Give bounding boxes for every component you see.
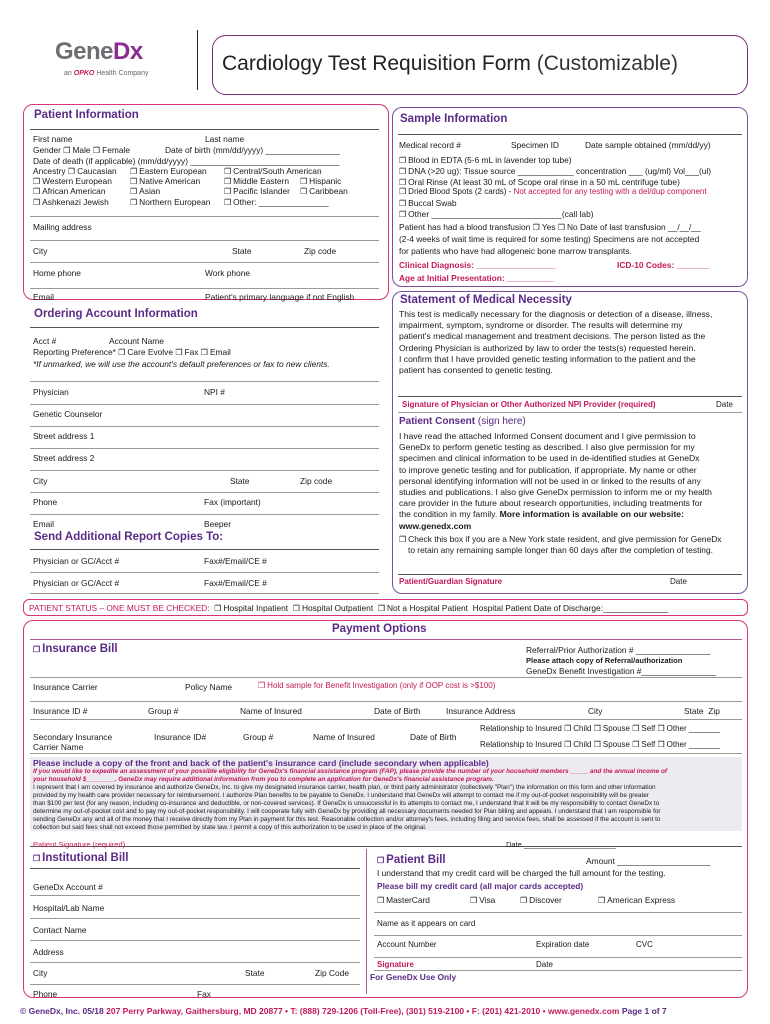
necessity-line: patient has consented to genetic testing. [399,365,553,376]
carrier-label: Insurance Carrier [33,682,98,692]
divider [30,701,742,702]
rel-row-1: Relationship to Insured ❒ Child ❒ Spouse ❒ Self ❒ Other _______ [480,724,720,733]
age-label: Age at Initial Presentation: [399,273,505,283]
ins-zip-label: Zip [708,706,720,716]
amount-label: Amount [586,856,615,866]
expiration-label: Expiration date [536,940,590,949]
footer-address: 207 Perry Parkway, Gaithersburg, MD 20877 • T: (888) 729-1206 (Toll-Free), (301) 519-2100 • F: (201) 421-2010 • www.genedx.com [106,1006,620,1016]
inst-state-label: State [245,968,265,978]
home-phone-label: Home phone [33,268,81,278]
logo-text: Gene [55,38,114,65]
ashkenazi-jewish-checkbox[interactable]: ❒ Ashkenazi Jewish [33,197,109,207]
transfusion-note-1: (2-4 weeks of wait time is required for some testing) Specimens are not accepted [399,234,700,244]
divider [30,984,360,985]
account-name-label: Account Name [109,336,164,346]
email-label: Email [33,292,54,302]
email-checkbox[interactable]: ❒ Email [201,347,231,357]
status-row: PATIENT STATUS – ONE MUST BE CHECKED: ❒ Hospital Inpatient ❒ Hospital Outpatient ❒ Not a Hospital Patient Hospital Patient Date of Discharge:______________ [29,603,668,613]
blood-edta-checkbox[interactable]: ❒ Blood in EDTA (5-6 mL in lavender top tube) [399,155,572,165]
ins-id-label: Insurance ID # [33,706,88,716]
eastern-european-checkbox[interactable]: ❒ Eastern European [130,166,207,176]
zip-label: Zip code [304,246,337,256]
consent-title [399,416,526,427]
logo-sub-brand: OPKO [73,70,95,77]
npi-label: NPI # [204,387,225,397]
consent-title-text: Patient Consent [399,416,476,427]
dod-label: Date of death (if applicable) (mm/dd/yyyy) ________________________________ [33,156,340,166]
state-label: State [232,246,252,256]
divider [30,918,360,919]
hispanic-checkbox[interactable]: ❒ Hispanic [300,176,341,186]
dried-blood-note: Not accepted for any testing with a del/dup component [513,187,707,196]
gender-label: Gender [33,145,61,155]
patient-info-title: Patient Information [34,109,139,121]
language-label: Patient's primary language if not English [205,292,355,302]
consent-sign-here: (sign here) [477,416,526,427]
age-row: Age at Initial Presentation: __________ [399,273,554,283]
inst-fax-label: Fax [197,989,211,999]
fap-text [33,768,667,784]
legal-line: I represent that I am covered by insurance and authorize GeneDx, Inc. to give my designated insurance carrier, health plan, or third party administrator (collectively "Plan") the information on this form and other information [33,784,656,791]
header-divider [197,30,198,90]
street2-label: Street address 2 [33,453,95,463]
footer-page: Page 1 of 7 [621,1006,667,1016]
copies-title: Send Additional Report Copies To: [34,531,224,543]
visa-checkbox[interactable]: ❒ Visa [470,895,495,905]
secondary-label: Secondary Insurance [33,732,113,742]
vol-label: (ug/ml) Vol [644,166,685,176]
account-number-label: Account Number [377,940,437,949]
medical-record-label: Medical record # [399,140,461,150]
not-hospital-checkbox[interactable]: ❒ Not a Hospital Patient [378,603,468,613]
inpatient-checkbox[interactable]: ❒ Hospital Inpatient [214,603,288,613]
clinical-dx-row: Clinical Diagnosis: _________________ [399,260,556,270]
ancestry-row1 [33,166,117,176]
female-checkbox[interactable]: ❒ Female [93,145,130,155]
copy2-physician-label: Physician or GC/Acct # [33,578,120,588]
consent-line-part: the condition in my family. [399,509,498,520]
child-checkbox-2[interactable]: ❒ Child [564,740,591,749]
consent-line: care provider in the future about research opportunities, including treatments for [399,498,703,509]
logo-subtitle [64,70,148,77]
hold-sample-row [258,681,495,690]
divider [30,426,379,427]
divider [30,327,379,328]
ins-dob-label: Date of Birth [374,706,421,716]
ord-email-label: Email [33,519,54,529]
divider [374,970,742,971]
name-card-label: Name as it appears on card [377,919,476,928]
name-insured-label: Name of Insured [240,706,302,716]
fap-line: your household $________. GeneDx may require additional information from you to complete an application for GeneDx's financial assistance program. [33,776,494,783]
necessity-line: I confirm that I have provided genetic testing information to the patient and the [399,353,696,364]
divider [30,492,379,493]
date-obtained-label: Date sample obtained (mm/dd/yy) [585,140,711,150]
amount-row: Amount ____________________ [586,856,711,866]
group-label: Group # [148,706,179,716]
first-name-label: First name [33,134,73,144]
ord-phone-label: Phone [33,497,58,507]
legal-text [33,784,661,832]
ord-fax-label: Fax (important) [204,497,261,507]
logo-dx: Dx [113,38,143,65]
legal-line: than $100 per test (for any reason, including co-insurance and deductible, or non-covered services). If GeneDx is unsuccessful in its attempts to contact me, I understand that it will be my responsibility to contact GeneDx to [33,800,660,807]
logo-sub-suffix: Health Company [96,70,149,77]
consent-line: to improve genetic testing and for publication, if appropriate. My name or other [399,464,697,475]
transfusion-row: Patient has had a blood transfusion ❒ Yes ❒ No Date of last transfusion __/__/__ [399,222,701,232]
reporting-row [33,347,231,357]
inst-zip-label: Zip Code [315,968,349,978]
hold-sample-checkbox[interactable]: ❒ Hold sample for Benefit Investigation (only if OOP cost is >$100) [258,681,495,690]
spouse-checkbox[interactable]: ❒ Spouse [594,724,630,733]
divider [30,129,379,130]
city-label: City [33,246,48,256]
divider [30,639,742,640]
patient-date-label: Date [670,577,687,586]
divider [30,593,379,594]
rel-row-2: Relationship to Insured ❒ Child ❒ Spouse ❒ Self ❒ Other _______ [480,740,720,749]
institutional-checkbox[interactable]: ❒ Institutional Bill [33,852,128,864]
divider [30,962,360,963]
oral-rinse-checkbox[interactable]: ❒ Oral Rinse (At least 30 mL of Scope oral rinse in a 50 mL centrifuge tube) [399,177,680,187]
necessity-line: Ordering Physician is authorized by law to order the tests(s) requested herein. [399,342,696,353]
card-date-label: Date [536,960,553,969]
street1-label: Street address 1 [33,431,95,441]
divider [30,868,360,869]
other-rel-checkbox[interactable]: ❒ Other [657,724,686,733]
understand-text: I understand that my credit card will be charged the full amount for the testing. [377,868,666,878]
dod-text: Date of death (if applicable) (mm/dd/yyyy) [33,156,188,166]
counselor-label: Genetic Counselor [33,409,103,419]
reporting-label: Reporting Preference* [33,347,116,357]
copy1-physician-label: Physician or GC/Acct # [33,556,120,566]
fap-line: If you would like to expedite an assessment of your possible eligibility for GeneDx's financial assistance program (FAP), please provide the number of your household members _____ and the annual income of [33,768,667,775]
dna-checkbox[interactable]: ❒ DNA (>20 ug): Tissue source [399,166,515,176]
middle-eastern-checkbox[interactable]: ❒ Middle Eastern [224,176,289,186]
consent-line: specimen and clinical information to be used in de-identified studies at GeneDx [399,453,700,464]
footer [20,1006,750,1016]
insurance-card-note: Please include a copy of the front and back of the patient's insurance card (include secondary when applicable) [33,758,489,768]
divider [30,753,742,754]
work-phone-label: Work phone [205,268,251,278]
legal-line: collection but said fees shall not exceed those permitted by state law. I permit a copy of this authorization to be used in place of the original. [33,824,427,831]
physician-date-label: Date [716,400,733,409]
call-lab-label: (call lab) [561,209,594,219]
inst-lab-label: Hospital/Lab Name [33,903,105,913]
inst-address-label: Address [33,947,64,957]
genedx-logo [55,38,143,66]
signature-line [398,574,742,575]
fax-checkbox[interactable]: ❒ Fax [175,347,198,357]
other-sample-row: ❒ Other ____________________________(call lab) [399,209,594,219]
discharge-label: Hospital Patient Date of Discharge: [472,603,604,613]
mastercard-checkbox[interactable]: ❒ MasterCard [377,895,430,905]
central-south-american-checkbox[interactable]: ❒ Central/South American [224,166,322,176]
consent-more-info: More information is available on our website: [499,509,684,520]
divider [374,912,742,913]
transfusion-no-checkbox[interactable]: ❒ No Date of last transfusion [558,222,666,232]
native-american-checkbox[interactable]: ❒ Native American [130,176,200,186]
ordering-title: Ordering Account Information [34,308,198,320]
rel-label-2: Relationship to Insured [480,740,562,749]
group2-label: Group # [243,732,274,742]
consent-line: I have read the attached Informed Consent document and I give permission to [399,431,696,441]
divider [30,240,379,241]
other-rel-checkbox-2[interactable]: ❒ Other [657,740,686,749]
institutional-title [33,852,128,864]
mailing-address-label: Mailing address [33,222,92,232]
other-ancestry-checkbox[interactable]: ❒ Other: [224,197,256,207]
divider [30,404,379,405]
dried-blood-checkbox[interactable]: ❒ Dried Blood Spots (2 cards) - [399,187,511,196]
legal-line: provided by my health care provider necessary for reimbursement. I authorize Plan benefits to be payable to GeneDx. I understand that GeneDx will attempt to contact me if my out-of-pocket responsibility will be greater [33,792,649,799]
legal-line: determine my out-of-pocket cost and to pay my out-of-pocket responsibility. I will cooperate fully with GeneDx by providing all necessary documents needed for Plan billing and appeals. I understand that I am responsible for [33,808,661,815]
male-checkbox[interactable]: ❒ Male [63,145,90,155]
card-signature-label: Signature [377,960,414,969]
legal-line: sending GeneDx any and all of the money that I receive directly from my Plan in payment for this test. Reasonable collection and/or attorney's fees, including filing and service fees, shall be assessed if the account is sent to [33,816,661,823]
inst-city-label: City [33,968,48,978]
care-evolve-checkbox[interactable]: ❒ Care Evolve [118,347,173,357]
genedx-use-only: For GeneDx Use Only [370,972,457,982]
ins-city-label: City [588,706,603,716]
benefit-label: GeneDx Benefit Investigation # [526,666,642,676]
divider [30,677,742,678]
payment-signature-label: Patient Signature (required) [33,840,126,849]
ord-zip-label: Zip code [300,476,333,486]
necessity-line: impairment, symptom, syndrome or disorder. The results will determine my [399,320,683,331]
ord-city-label: City [33,476,48,486]
self-checkbox-2[interactable]: ❒ Self [632,740,655,749]
ins-address-label: Insurance Address [446,706,516,716]
patient-bill-checkbox[interactable]: ❒ Patient Bill [377,854,446,866]
referral-row: Referral/Prior Authorization # ________________ [526,645,711,655]
northern-european-checkbox[interactable]: ❒ Northern European [130,197,210,207]
insurance-bill-checkbox[interactable]: ❒ Insurance Bill [33,643,118,655]
divider [30,719,742,720]
caucasian-checkbox[interactable]: ❒ Caucasian [68,166,117,176]
inst-acct-label: GeneDx Account # [33,882,103,892]
transfusion-yes-checkbox[interactable]: ❒ Yes [533,222,556,232]
discover-checkbox[interactable]: ❒ Discover [520,895,562,905]
payment-date-row: Date ______________________ [506,840,616,849]
specimen-id-label: Specimen ID [511,140,559,150]
ins-state-zip [684,706,720,716]
cvc-label: CVC [636,940,653,949]
physician-signature-label: Signature of Physician or Other Authorized NPI Provider (required) [402,400,656,409]
ny-resident-note: to retain any remaining sample longer than 60 days after the completion of testing. [408,545,713,555]
necessity-line: This test is medically necessary for the diagnosis or detection of a disease, illness, [399,309,713,319]
divider [398,134,742,135]
dried-blood-row [399,187,707,196]
inst-contact-label: Contact Name [33,925,87,935]
bill-card-text: Please bill my credit card (all major cards accepted) [377,881,584,891]
outpatient-checkbox[interactable]: ❒ Hospital Outpatient [293,603,373,613]
beeper-label: Beeper [204,519,232,529]
african-american-checkbox[interactable]: ❒ African American [33,186,105,196]
concentration-label: concentration [576,166,627,176]
divider [30,895,360,896]
patient-signature-label: Patient/Guardian Signature [399,577,503,586]
patient-bill-title [377,854,446,866]
icd-row: ICD-10 Codes: _______ [617,260,710,270]
divider [398,412,742,413]
consent-text [399,431,712,532]
necessity-line: patient's medical management and treatment decisions. The person listed as the [399,331,706,342]
inst-phone-label: Phone [33,989,58,999]
pacific-islander-checkbox[interactable]: ❒ Pacific Islander [224,186,290,196]
child-checkbox[interactable]: ❒ Child [564,724,591,733]
divider [30,262,379,263]
transfusion-note-2: for patients who have had allogeneic bone marrow transplants. [399,246,632,256]
clinical-dx-label: Clinical Diagnosis: [399,260,474,270]
other-sample-checkbox[interactable]: ❒ Other [399,209,429,219]
asian-checkbox[interactable]: ❒ Asian [130,186,160,196]
caribbean-checkbox[interactable]: ❒ Caribbean [300,186,348,196]
status-label: PATIENT STATUS – ONE MUST BE CHECKED: [29,603,210,613]
signature-line [398,396,742,397]
ancestry-label: Ancestry [33,166,66,176]
insurance-bill-title [33,643,118,655]
western-european-checkbox[interactable]: ❒ Western European [33,176,112,186]
divider [30,288,379,289]
ul-label: (ul) [698,166,712,176]
gender-row [33,145,130,155]
payment-date-label: Date [506,840,522,849]
ord-state-label: State [230,476,250,486]
icd-label: ICD-10 Codes: [617,260,675,270]
title-text: Cardiology Test Requisition Form [222,52,531,75]
policy-label: Policy Name [185,682,233,692]
bill-divider [366,849,367,994]
page-title [222,52,678,76]
referral-label: Referral/Prior Authorization # [526,645,634,655]
physician-label: Physician [33,387,69,397]
consent-line: personal identifying information will not be used in or linked to the results of any [399,475,701,486]
transfusion-label: Patient has had a blood transfusion [399,222,531,232]
ins-dob2-label: Date of Birth [410,732,457,742]
sample-info-title: Sample Information [400,113,508,125]
divider [374,935,742,936]
other-ancestry: ❒ Other: _______________ [224,197,329,207]
ins-id2-label: Insurance ID# [154,732,207,742]
title-sub: (Customizable) [536,52,678,75]
consent-line: GeneDx to perform genetic testing as described. I also give permission for my [399,442,695,453]
divider [30,470,379,471]
last-name-label: Last name [205,134,245,144]
attach-note: Please attach copy of Referral/authorization [526,656,683,665]
name-insured2-label: Name of Insured [313,732,375,742]
carrier-name-label: Carrier Name [33,742,84,752]
divider [30,549,379,550]
ny-resident-checkbox[interactable]: ❒ Check this box if you are a New York state resident, and give permission for GeneDx [399,534,721,544]
divider [30,448,379,449]
spouse-checkbox-2[interactable]: ❒ Spouse [594,740,630,749]
divider [30,940,360,941]
copy1-fax-label: Fax#/Email/CE # [204,556,267,566]
acct-label: Acct # [33,336,57,346]
dob-text: Date of birth (mm/dd/yyyy) [165,145,264,155]
ins-state-label: State [684,706,704,716]
consent-line: studies and publications. I also give GeneDx permission to inform me or my health [399,487,712,498]
copy2-fax-label: Fax#/Email/CE # [204,578,267,588]
divider [30,572,379,573]
reporting-note: *If unmarked, we will use the account's default preferences or fax to new clients. [33,359,330,369]
divider [374,957,742,958]
footer-copyright: © GeneDx, Inc. 05/18 [20,1006,104,1016]
payment-title: Payment Options [332,623,427,635]
benefit-row: GeneDx Benefit Investigation #________________ [526,666,716,676]
self-checkbox[interactable]: ❒ Self [632,724,655,733]
buccal-swab-checkbox[interactable]: ❒ Buccal Swab [399,198,457,208]
necessity-text [399,309,712,376]
consent-website-link[interactable]: www.genedx.com [399,520,472,531]
dob-label: Date of birth (mm/dd/yyyy) ________________ [165,145,341,155]
necessity-title: Statement of Medical Necessity [400,294,572,306]
consent-line [399,509,712,520]
rel-label: Relationship to Insured [480,724,562,733]
amex-checkbox[interactable]: ❒ American Express [598,895,675,905]
logo-sub-prefix: an [64,70,72,77]
divider [30,216,379,217]
divider [30,514,379,515]
signature-line [30,846,742,847]
dna-row: ❒ DNA (>20 ug): Tissue source ____________ concentration ___ (ug/ml) Vol___(ul) [399,166,711,176]
divider [30,381,379,382]
